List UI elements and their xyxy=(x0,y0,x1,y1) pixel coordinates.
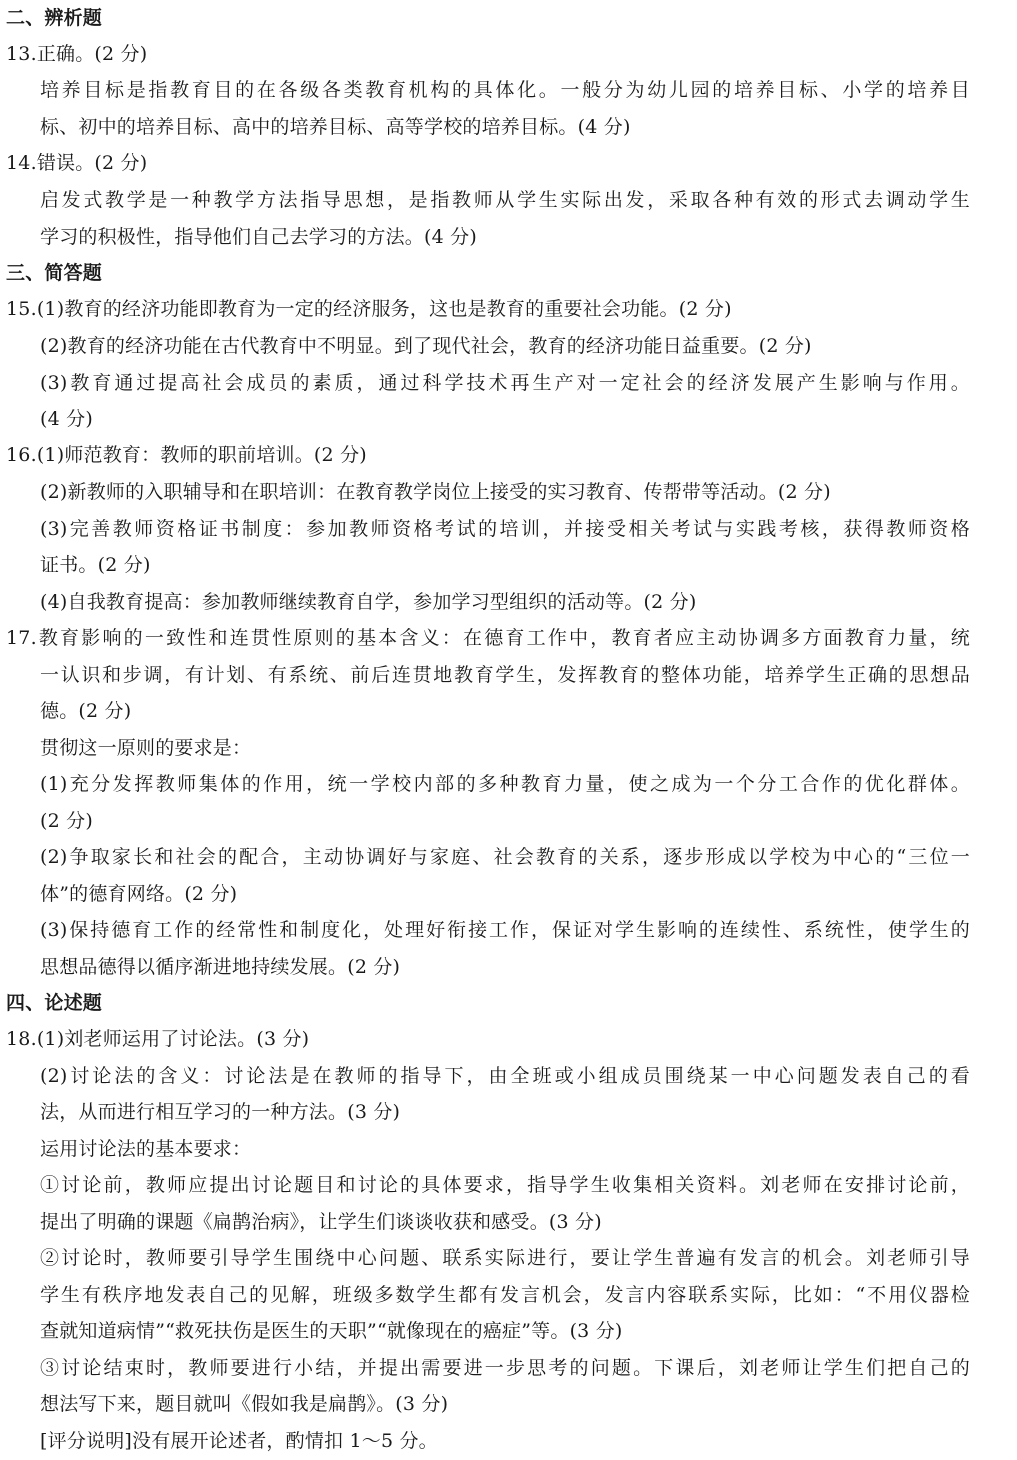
section-heading-essay: 四、论述题 xyxy=(6,992,103,1014)
q18-line-5: ①讨论前，教师应提出讨论题目和讨论的具体要求，指导学生收集相关资料。刘老师在安排讨论前， xyxy=(40,1174,970,1196)
q18-scoring-note: [评分说明]没有展开论述者，酌情扣 1～5 分。 xyxy=(40,1430,438,1452)
q18-line-9: 查就知道病情”“救死扶伤是医生的天职”“就像现在的癌症”等。(3 分) xyxy=(40,1320,623,1342)
q17-line-2: 一认识和步调，有计划、有系统、前后连贯地教育学生，发挥教育的整体功能，培养学生正确的思想品 xyxy=(40,664,970,686)
q17-line-1: 17.教育影响的一致性和连贯性原则的基本含义：在德育工作中，教育者应主动协调多方面教育力量，统 xyxy=(6,627,970,649)
q18-line-2: (2)讨论法的含义：讨论法是在教师的指导下，由全班或小组成员围绕某一中心问题发表自己的看 xyxy=(40,1065,970,1087)
q16-line-1: 16.(1)师范教育：教师的职前培训。(2 分) xyxy=(6,444,367,466)
section-heading-discrimination: 二、辨析题 xyxy=(6,7,103,29)
q14-text-line-2: 学习的积极性，指导他们自己去学习的方法。(4 分) xyxy=(40,226,477,248)
q16-line-2: (2)新教师的入职辅导和在职培训：在教育教学岗位上接受的实习教育、传帮带等活动。(2 分) xyxy=(40,481,831,503)
q18-line-8: 学生有秩序地发表自己的见解，班级多数学生都有发言机会，发言内容联系实际，比如：“不用仪器检 xyxy=(40,1284,970,1306)
q17-line-6: (2 分) xyxy=(40,810,93,832)
section-heading-short-answer: 三、简答题 xyxy=(6,262,103,284)
q18-line-11: 想法写下来，题目就叫《假如我是扁鹊》。(3 分) xyxy=(40,1393,449,1415)
q14-head: 14.错误。(2 分) xyxy=(6,152,148,174)
q18-line-1: 18.(1)刘老师运用了讨论法。(3 分) xyxy=(6,1028,310,1050)
q17-line-9: (3)保持德育工作的经常性和制度化，处理好衔接工作，保证对学生影响的连续性、系统性，使学生的 xyxy=(40,919,970,941)
q17-line-10: 思想品德得以循序渐进地持续发展。(2 分) xyxy=(40,956,401,978)
q16-line-4: 证书。(2 分) xyxy=(40,554,151,576)
q17-line-7: (2)争取家长和社会的配合，主动协调好与家庭、社会教育的关系，逐步形成以学校为中心的“三位一 xyxy=(40,846,970,868)
q17-line-3: 德。(2 分) xyxy=(40,700,132,722)
q17-line-8: 体”的德育网络。(2 分) xyxy=(40,883,238,905)
q17-line-5: (1)充分发挥教师集体的作用，统一学校内部的多种教育力量，使之成为一个分工合作的优化群体。 xyxy=(40,773,970,795)
q18-line-10: ③讨论结束时，教师要进行小结，并提出需要进一步思考的问题。下课后，刘老师让学生们把自己的 xyxy=(40,1357,970,1379)
q15-line-3: (3)教育通过提高社会成员的素质，通过科学技术再生产对一定社会的经济发展产生影响与作用。 xyxy=(40,372,970,394)
q18-line-7: ②讨论时，教师要引导学生围绕中心问题、联系实际进行，要让学生普遍有发言的机会。刘老师引导 xyxy=(40,1247,970,1269)
q15-line-1: 15.(1)教育的经济功能即教育为一定的经济服务，这也是教育的重要社会功能。(2 分) xyxy=(6,298,732,320)
q15-line-2: (2)教育的经济功能在古代教育中不明显。到了现代社会，教育的经济功能日益重要。(2 分) xyxy=(40,335,812,357)
q17-line-4: 贯彻这一原则的要求是： xyxy=(40,737,252,759)
q13-text-line-1: 培养目标是指教育目的在各级各类教育机构的具体化。一般分为幼儿园的培养目标、小学的培养目 xyxy=(40,79,970,101)
q18-line-6: 提出了明确的课题《扁鹊治病》，让学生们谈谈收获和感受。(3 分) xyxy=(40,1211,602,1233)
q15-line-4: (4 分) xyxy=(40,408,93,430)
q18-line-4: 运用讨论法的基本要求： xyxy=(40,1138,252,1160)
q13-head: 13.正确。(2 分) xyxy=(6,43,148,65)
q18-line-3: 法，从而进行相互学习的一种方法。(3 分) xyxy=(40,1101,401,1123)
q16-line-5: (4)自我教育提高：参加教师继续教育自学，参加学习型组织的活动等。(2 分) xyxy=(40,591,697,613)
q14-text-line-1: 启发式教学是一种教学方法指导思想，是指教师从学生实际出发，采取各种有效的形式去调动学生 xyxy=(40,189,970,211)
q16-line-3: (3)完善教师资格证书制度：参加教师资格考试的培训，并接受相关考试与实践考核，获得教师资格 xyxy=(40,518,970,540)
q13-text-line-2: 标、初中的培养目标、高中的培养目标、高等学校的培养目标。(4 分) xyxy=(40,116,631,138)
